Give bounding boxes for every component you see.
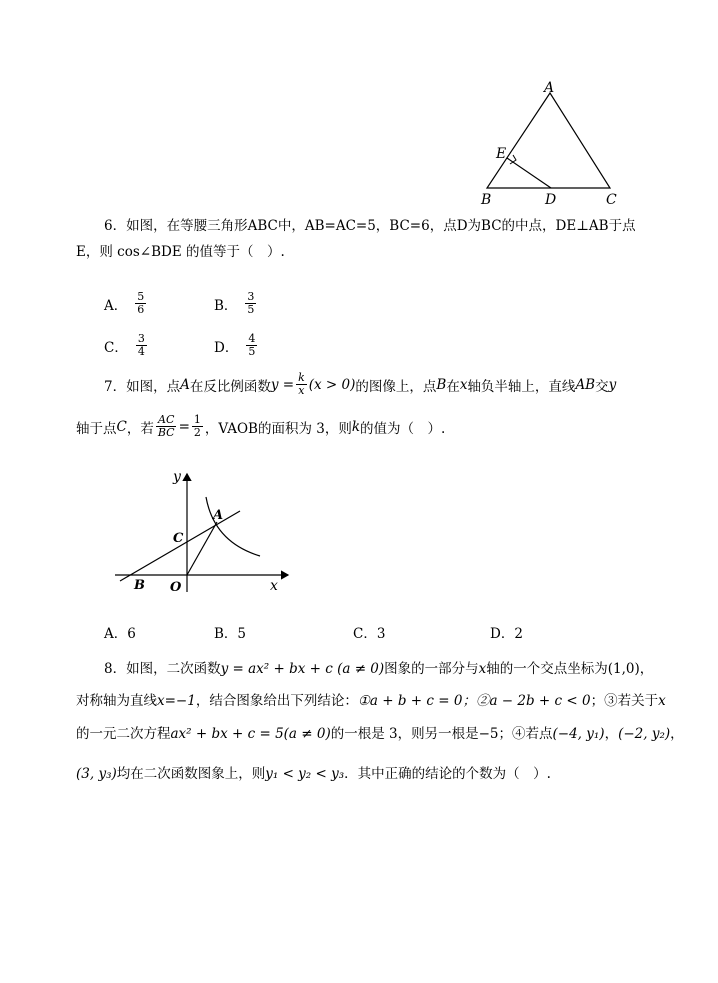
q6-option-d-num: 4 [248,332,256,345]
q8-l1b: y = ax² + bx + c (a ≠ 0) [220,661,385,677]
q7-option-d[interactable]: D．2 [490,626,523,642]
q7-l1n: y [608,376,617,393]
q7-frac-ac: AC [158,413,175,426]
q7-l1e: (x > 0) [308,376,356,393]
q7-l1g: B [436,376,447,393]
q7-option-a[interactable]: A．6 [104,626,136,642]
q8-l2g: x [658,693,666,709]
q8-l1g: ， [639,661,654,677]
q8-l1a: 8．如图，二次函数 [104,661,221,677]
label-a: A [544,80,555,96]
q7-frac-2: 2 [193,426,201,439]
q7-l2c: ，若 [126,420,154,437]
q8-l4d: ．其中正确的结论的个数为（ ）. [344,766,551,782]
q7-line2 [76,414,445,439]
q7-l1f: 的图像上，点 [355,378,437,395]
q7-line1 [104,372,616,397]
q8-l4a: (3, y₃) [76,766,117,782]
q8-line3 [76,722,684,742]
q7-l2a: 轴于点 [76,420,117,437]
label-o-point: O [170,580,182,595]
q6-option-b-num: 3 [247,290,255,303]
q8-l3f: (−2, y₂) [618,726,671,742]
triangle-abc [487,93,610,188]
q7-l2b: C [116,418,127,435]
triangle-figure [470,78,630,208]
q7-frac-1: 1 [193,413,201,426]
q7-l1a: 7．如图，点 [104,378,181,395]
q7-option-b[interactable]: B．5 [214,626,247,642]
label-e: E [496,146,507,162]
q8-l3a: 的一元二次方程 [76,726,171,742]
q7-frac-x: x [298,384,305,397]
q8-l2d: ①a + b + c = 0 [357,693,463,709]
q8-l3b: ax² + bx + c = 5(a ≠ 0) [170,726,331,742]
q8-l1f: (1,0) [607,661,640,677]
function-figure [110,462,300,597]
q7-frac-bc: BC [157,426,175,439]
q7-l1j: 轴负半轴上，直线 [467,378,576,395]
q7-l2d: ，VAOB的面积为 3，则 [204,420,352,437]
q8-l4b: 均在二次函数图象上，则 [116,766,266,782]
q7-frac-k: k [298,371,305,384]
q7-option-c[interactable]: C．3 [353,626,386,642]
q6-option-c-den: 4 [137,345,145,358]
q8-l3g: ， [670,726,684,742]
label-c: C [606,192,617,208]
q8-l2e: ；②a − 2b + c < 0 [462,693,591,709]
q6-line2: E，则 cos∠BDE 的值等于（ ）. [76,244,285,260]
q8-l1d: x [478,661,487,677]
q7-l1l: AB [575,376,596,393]
q6-line1: 6．如图，在等腰三角形ABC中，AB=AC=5，BC=6，点D为BC的中点，DE⊥AB于点 [104,218,636,234]
q8-l3c: 的一根是 3，则另一根是−5；④若点 [330,726,553,742]
q8-line1 [104,657,653,677]
q7-l1d: y = [270,376,295,393]
q7-l2f: 的值为（ ）. [360,420,446,437]
q7-l2e: k [351,418,361,435]
segment-de [507,158,551,188]
q7-l1b: A [180,376,190,393]
q8-l3e: ， [604,726,619,742]
q8-l2a: 对称轴为直线 [76,693,157,709]
label-b: B [481,192,492,208]
q6-option-c[interactable] [104,333,149,358]
q8-l1e: 轴的一个交点坐标为 [486,661,608,677]
q6-option-c-letter: C． [104,339,128,356]
q6-option-a-letter: A． [104,297,128,314]
q6-option-a-num: 5 [137,290,145,303]
q6-option-a[interactable] [104,291,148,316]
q8-line2 [76,689,666,709]
q7-l1h: 在 [446,378,460,395]
q6-option-d-letter: D． [214,339,239,356]
label-b-point: B [134,578,145,593]
q6-option-c-num: 3 [137,332,145,345]
q7-l1i: x [459,376,468,393]
q7-l1m: 交 [595,378,609,395]
q8-l3d: (−4, y₁) [552,726,605,742]
q8-l1c: 图象的一部分与 [384,661,479,677]
label-d: D [545,192,557,208]
q8-l2f: ；③若关于 [590,693,659,709]
q6-option-b[interactable] [214,291,258,316]
q8-l2c: ，结合图象给出下列结论： [195,693,358,709]
label-x-axis: x [270,578,278,594]
label-y-axis: y [173,469,181,485]
q6-option-a-den: 6 [137,303,145,316]
q8-l2b: x=−1 [157,693,196,709]
label-a-point: A [213,508,224,523]
q7-l2eq: = [178,418,190,435]
q8-line4 [76,762,551,782]
q6-option-b-den: 5 [247,303,255,316]
q7-l1c: 在反比例函数 [189,378,271,395]
q6-option-d[interactable] [214,333,259,358]
label-c-point: C [173,531,184,546]
q8-l4c: y₁ < y₂ < y₃ [265,766,345,782]
segment-oa [187,522,217,575]
q6-option-b-letter: B． [214,297,238,314]
q6-option-d-den: 5 [248,345,256,358]
